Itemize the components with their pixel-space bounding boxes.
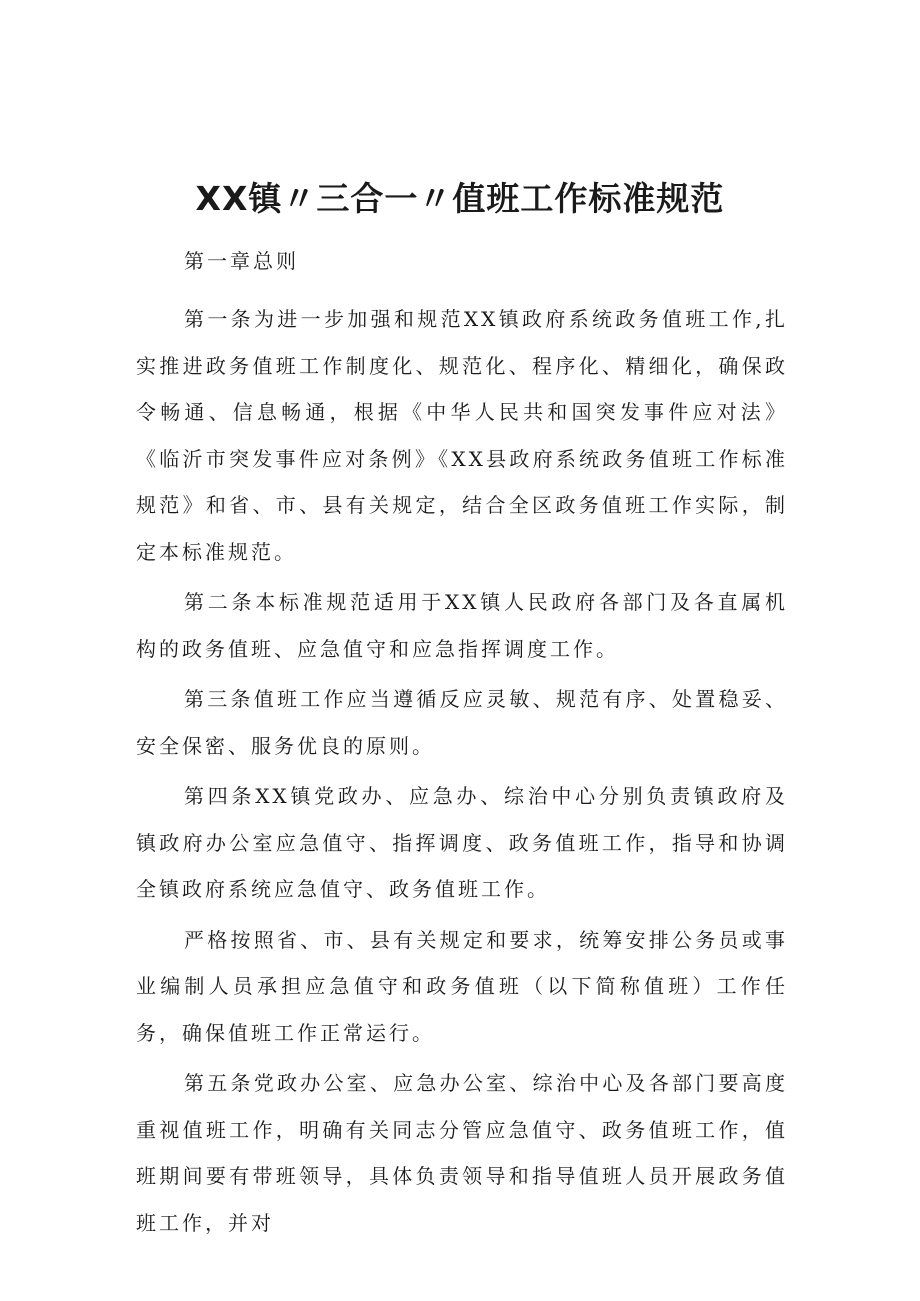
document-title: XX镇〃三合一〃值班工作标准规范 bbox=[195, 179, 725, 218]
paragraph-staffing: 严格按照省、市、县有关规定和要求，统筹安排公务员或事业编制人员承担应急值守和政务值班（以下简称值班）工作任务，确保值班工作正常运行。 bbox=[136, 927, 788, 1045]
chapter-heading: 第一章总则 bbox=[184, 249, 299, 273]
paragraph-article-1: 第一条为进一步加强和规范XX镇政府系统政务值班工作,扎实推进政务值班工作制度化、规范化、程序化、精细化，确保政令畅通、信息畅通，根据《中华人民共和国突发事件应对法》《临沂市突发事件应对条例》《XX县政府系统政务值班工作标准规范》和省、市、县有关规定，结合全区政务值班工作实际，制定本标准规范。 bbox=[136, 307, 788, 564]
paragraph-article-3: 第三条值班工作应当遵循反应灵敏、规范有序、处置稳妥、安全保密、服务优良的原则。 bbox=[136, 687, 788, 758]
document-body bbox=[136, 238, 788, 1246]
paragraph-article-5: 第五条党政办公室、应急办公室、综治中心及各部门要高度重视值班工作，明确有关同志分管应急值守、政务值班工作，值班期间要有带班领导，具体负责领导和指导值班人员开展政务值班工作，并对 bbox=[136, 1071, 788, 1235]
paragraph-article-4: 第四条XX镇党政办、应急办、综治中心分别负责镇政府及镇政府办公室应急值守、指挥调度、政务值班工作，指导和协调全镇政府系统应急值守、政务值班工作。 bbox=[136, 784, 788, 901]
paragraph-article-2: 第二条本标准规范适用于XX镇人民政府各部门及各直属机构的政务值班、应急值守和应急指挥调度工作。 bbox=[136, 590, 788, 661]
